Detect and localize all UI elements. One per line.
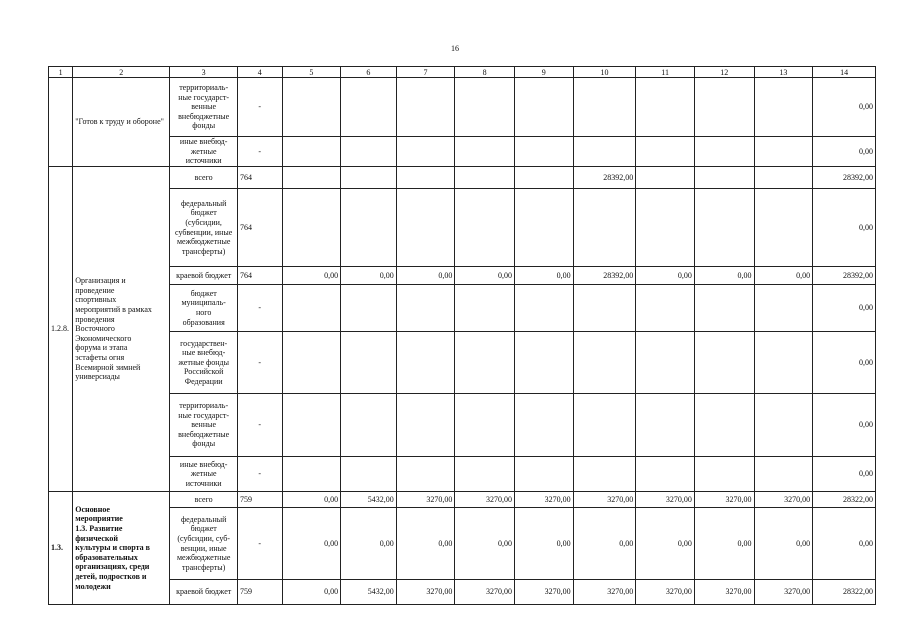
funding-source: всего (170, 492, 238, 508)
column-header-4: 4 (238, 67, 282, 78)
cell-col-12 (694, 285, 754, 332)
cell-col-4: - (238, 137, 282, 167)
cell-col-6: 5432,00 (341, 580, 397, 605)
cell-col-10 (573, 332, 636, 394)
cell-col-9 (514, 332, 573, 394)
cell-col-8 (455, 189, 515, 267)
cell-col-4: 759 (238, 580, 282, 605)
cell-col-8: 3270,00 (455, 492, 515, 508)
cell-col-13: 3270,00 (754, 580, 813, 605)
cell-col-6: 5432,00 (341, 492, 397, 508)
cell-col-7: 3270,00 (396, 492, 455, 508)
cell-col-5 (282, 332, 341, 394)
cell-col-7 (396, 78, 455, 137)
cell-col-6: 0,00 (341, 267, 397, 285)
table-row (49, 285, 876, 332)
cell-col-10: 28392,00 (573, 167, 636, 189)
funding-source: территориаль- ные государст- венные внебюджетные фонды (170, 394, 238, 457)
cell-col-11 (636, 189, 695, 267)
cell-col-4: - (238, 285, 282, 332)
cell-col-9: 3270,00 (514, 580, 573, 605)
item-code (49, 78, 73, 167)
cell-col-9 (514, 394, 573, 457)
table-row (49, 508, 876, 580)
cell-col-10 (573, 457, 636, 492)
column-header-13: 13 (754, 67, 813, 78)
cell-col-4: - (238, 332, 282, 394)
cell-col-11 (636, 457, 695, 492)
cell-col-4: - (238, 394, 282, 457)
cell-col-7 (396, 285, 455, 332)
cell-col-10 (573, 189, 636, 267)
cell-col-10 (573, 285, 636, 332)
cell-col-7 (396, 457, 455, 492)
cell-col-8 (455, 167, 515, 189)
cell-col-12: 0,00 (694, 508, 754, 580)
cell-col-6 (341, 332, 397, 394)
column-header-12: 12 (694, 67, 754, 78)
table-row (49, 492, 876, 508)
column-header-8: 8 (455, 67, 515, 78)
cell-total: 28392,00 (813, 267, 876, 285)
cell-col-13 (754, 167, 813, 189)
cell-col-13 (754, 394, 813, 457)
cell-col-10: 28392,00 (573, 267, 636, 285)
cell-col-13: 3270,00 (754, 492, 813, 508)
cell-col-12 (694, 167, 754, 189)
cell-col-5: 0,00 (282, 508, 341, 580)
column-header-5: 5 (282, 67, 341, 78)
cell-col-6 (341, 457, 397, 492)
cell-col-11 (636, 78, 695, 137)
cell-col-8 (455, 137, 515, 167)
cell-total: 28392,00 (813, 167, 876, 189)
funding-source: иные внебюд- жетные источники (170, 137, 238, 167)
cell-col-12: 3270,00 (694, 580, 754, 605)
cell-total: 0,00 (813, 285, 876, 332)
cell-col-5 (282, 167, 341, 189)
column-header-1: 1 (49, 67, 73, 78)
cell-col-11: 0,00 (636, 267, 695, 285)
cell-col-11 (636, 394, 695, 457)
cell-col-10 (573, 137, 636, 167)
cell-col-13 (754, 78, 813, 137)
cell-col-9: 0,00 (514, 267, 573, 285)
column-header-9: 9 (514, 67, 573, 78)
cell-col-13 (754, 137, 813, 167)
cell-col-5 (282, 457, 341, 492)
cell-col-11 (636, 285, 695, 332)
cell-col-8 (455, 457, 515, 492)
cell-col-11 (636, 137, 695, 167)
column-header-14: 14 (813, 67, 876, 78)
cell-col-13 (754, 189, 813, 267)
cell-col-5 (282, 78, 341, 137)
cell-col-4: - (238, 457, 282, 492)
table-row (49, 267, 876, 285)
cell-total: 0,00 (813, 78, 876, 137)
cell-col-4: - (238, 78, 282, 137)
table-body (49, 67, 876, 605)
cell-col-12 (694, 332, 754, 394)
cell-col-11 (636, 167, 695, 189)
funding-source: краевой бюджет (170, 580, 238, 605)
cell-col-13 (754, 457, 813, 492)
table-row (49, 332, 876, 394)
budget-table (48, 66, 876, 605)
column-header-3: 3 (170, 67, 238, 78)
cell-total: 0,00 (813, 508, 876, 580)
cell-col-10: 3270,00 (573, 492, 636, 508)
item-name: Организация и проведение спортивных мероприятий в рамках проведения Восточного Экономического форума и этапа эстафеты огня Всемирной зимней универсиады (73, 167, 170, 492)
cell-col-7: 3270,00 (396, 580, 455, 605)
table-row (49, 457, 876, 492)
cell-col-5 (282, 189, 341, 267)
cell-col-11: 0,00 (636, 508, 695, 580)
funding-source: территориаль- ные государст- венные внебюджетные фонды (170, 78, 238, 137)
cell-col-12: 3270,00 (694, 492, 754, 508)
cell-col-10: 3270,00 (573, 580, 636, 605)
table-row (49, 189, 876, 267)
cell-col-8: 0,00 (455, 508, 515, 580)
table-row (49, 580, 876, 605)
table-row (49, 137, 876, 167)
cell-col-4: 764 (238, 189, 282, 267)
cell-col-11 (636, 332, 695, 394)
cell-total: 0,00 (813, 189, 876, 267)
cell-col-7 (396, 137, 455, 167)
cell-col-4: 759 (238, 492, 282, 508)
cell-col-9 (514, 189, 573, 267)
funding-source: иные внебюд- жетные источники (170, 457, 238, 492)
funding-source: бюджет муниципаль- ного образования (170, 285, 238, 332)
cell-col-8: 3270,00 (455, 580, 515, 605)
column-header-6: 6 (341, 67, 397, 78)
cell-total: 28322,00 (813, 492, 876, 508)
cell-col-5: 0,00 (282, 267, 341, 285)
cell-col-9: 0,00 (514, 508, 573, 580)
cell-col-10 (573, 394, 636, 457)
cell-col-8 (455, 285, 515, 332)
cell-col-11: 3270,00 (636, 580, 695, 605)
funding-source: государствен- ные внебюд- жетные фонды Российской Федерации (170, 332, 238, 394)
cell-col-6 (341, 394, 397, 457)
cell-col-9 (514, 167, 573, 189)
cell-col-7: 0,00 (396, 267, 455, 285)
cell-col-9 (514, 457, 573, 492)
cell-col-13 (754, 332, 813, 394)
cell-total: 0,00 (813, 332, 876, 394)
column-header-10: 10 (573, 67, 636, 78)
funding-source: всего (170, 167, 238, 189)
cell-col-8 (455, 332, 515, 394)
cell-col-12: 0,00 (694, 267, 754, 285)
column-header-11: 11 (636, 67, 695, 78)
cell-total: 28322,00 (813, 580, 876, 605)
cell-col-6 (341, 189, 397, 267)
cell-col-12 (694, 137, 754, 167)
cell-col-6 (341, 167, 397, 189)
cell-col-9: 3270,00 (514, 492, 573, 508)
cell-col-11: 3270,00 (636, 492, 695, 508)
funding-source: федеральный бюджет (субсидии, субвенции, иные межбюджетные трансферты) (170, 189, 238, 267)
cell-col-6 (341, 285, 397, 332)
cell-col-12 (694, 189, 754, 267)
cell-col-9 (514, 137, 573, 167)
cell-col-12 (694, 394, 754, 457)
cell-col-10: 0,00 (573, 508, 636, 580)
cell-col-5: 0,00 (282, 492, 341, 508)
cell-col-4: - (238, 508, 282, 580)
cell-col-12 (694, 78, 754, 137)
cell-col-5 (282, 285, 341, 332)
cell-col-13: 0,00 (754, 508, 813, 580)
cell-col-12 (694, 457, 754, 492)
cell-col-10 (573, 78, 636, 137)
cell-col-7 (396, 394, 455, 457)
cell-col-7: 0,00 (396, 508, 455, 580)
cell-col-5 (282, 394, 341, 457)
cell-col-8: 0,00 (455, 267, 515, 285)
cell-col-9 (514, 78, 573, 137)
cell-total: 0,00 (813, 137, 876, 167)
cell-col-7 (396, 332, 455, 394)
cell-total: 0,00 (813, 457, 876, 492)
page-number: 16 (451, 44, 459, 53)
cell-col-13: 0,00 (754, 267, 813, 285)
cell-col-6 (341, 78, 397, 137)
item-code: 1.3. (49, 492, 73, 605)
cell-col-5 (282, 137, 341, 167)
cell-col-4: 764 (238, 267, 282, 285)
cell-col-5: 0,00 (282, 580, 341, 605)
cell-col-13 (754, 285, 813, 332)
header-row (49, 67, 876, 78)
cell-col-6: 0,00 (341, 508, 397, 580)
cell-col-8 (455, 394, 515, 457)
funding-source: краевой бюджет (170, 267, 238, 285)
table-row (49, 394, 876, 457)
item-code: 1.2.8. (49, 167, 73, 492)
cell-col-9 (514, 285, 573, 332)
table-row (49, 78, 876, 137)
item-name: "Готов к труду и обороне" (73, 78, 170, 167)
cell-col-4: 764 (238, 167, 282, 189)
cell-col-6 (341, 137, 397, 167)
cell-col-7 (396, 189, 455, 267)
item-name: Основное мероприятие 1.3. Развитие физической культуры и спорта в образовательных организациях, среди детей, подростков и молодежи (73, 492, 170, 605)
cell-total: 0,00 (813, 394, 876, 457)
column-header-2: 2 (73, 67, 170, 78)
cell-col-8 (455, 78, 515, 137)
column-header-7: 7 (396, 67, 455, 78)
table-row (49, 167, 876, 189)
cell-col-7 (396, 167, 455, 189)
funding-source: федеральный бюджет (субсидии, суб- венции, иные межбюджетные трансферты) (170, 508, 238, 580)
